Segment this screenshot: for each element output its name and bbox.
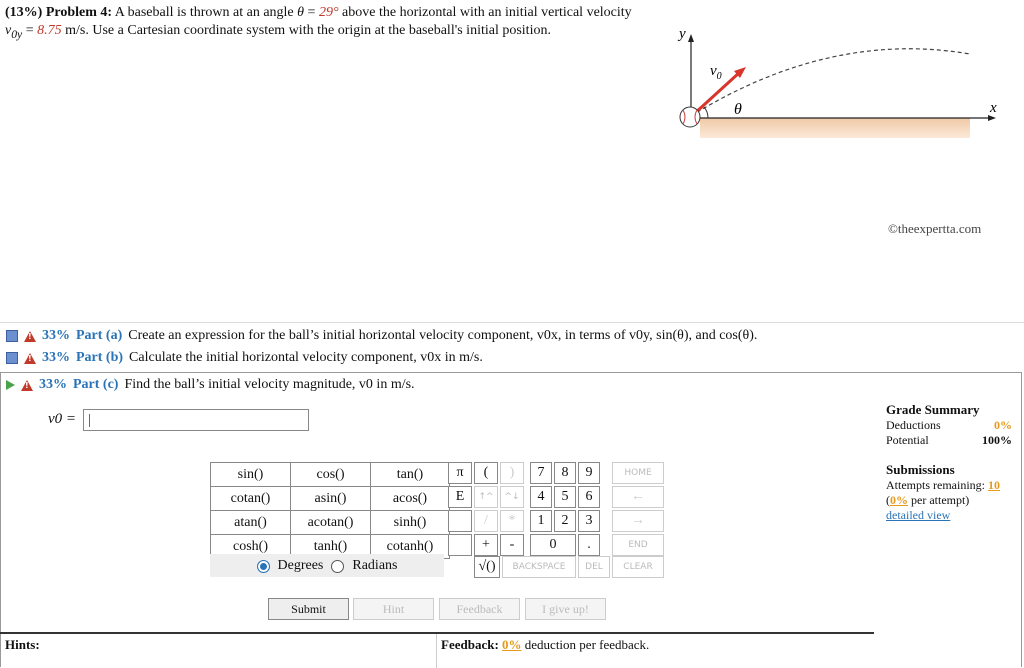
- key-blank[interactable]: [448, 510, 472, 532]
- key-cosh[interactable]: cosh(): [211, 535, 291, 559]
- part-c-pct: 33%: [39, 377, 67, 392]
- problem-text-a: A baseball is thrown at an angle: [114, 5, 298, 20]
- key-star[interactable]: *: [500, 510, 524, 532]
- key-up[interactable]: ↑^: [474, 486, 498, 508]
- key-blank-2[interactable]: [448, 534, 472, 556]
- key-tan[interactable]: tan(): [371, 463, 450, 487]
- problem-text-b: above the horizontal with an initial vertical velocity: [338, 5, 632, 20]
- key-cos[interactable]: cos(): [291, 463, 371, 487]
- part-b[interactable]: [6, 350, 483, 366]
- text-caret: [89, 414, 90, 427]
- feedback-button[interactable]: Feedback: [439, 598, 520, 620]
- key-sqrt[interactable]: √(): [474, 556, 500, 578]
- potential-label: Potential: [886, 433, 929, 447]
- radians-radio[interactable]: [331, 560, 344, 573]
- key-acos[interactable]: acos(): [371, 487, 450, 511]
- key-asin[interactable]: asin(): [291, 487, 371, 511]
- copyright: ©theexpertta.com: [888, 221, 982, 236]
- answer-label: v0 =: [48, 411, 77, 427]
- key-minus[interactable]: -: [500, 534, 524, 556]
- radians-label: Radians: [352, 557, 398, 573]
- attempts-label: Attempts remaining:: [886, 478, 985, 492]
- key-rparen[interactable]: ): [500, 462, 524, 484]
- key-tanh[interactable]: tanh(): [291, 535, 371, 559]
- answer-input[interactable]: [83, 409, 309, 431]
- part-c-text: Find the ball’s initial velocity magnitude, v0 in m/s.: [124, 377, 415, 392]
- detailed-view-link[interactable]: detailed view: [886, 508, 951, 522]
- problem-number: Problem 4:: [45, 5, 113, 20]
- key-plus[interactable]: +: [474, 534, 498, 556]
- grade-title: Grade Summary: [886, 402, 980, 417]
- key-clear[interactable]: CLEAR: [612, 556, 664, 578]
- degrees-label: Degrees: [277, 557, 324, 573]
- hints-heading: Hints:: [5, 637, 40, 652]
- key-0[interactable]: 0: [530, 534, 576, 556]
- part-a-label: Part (a): [76, 328, 123, 343]
- deductions-value: 0%: [994, 418, 1012, 432]
- key-pi[interactable]: π: [448, 462, 472, 484]
- theta-symbol: θ: [297, 5, 305, 20]
- key-down[interactable]: ^↓: [500, 486, 524, 508]
- theta-label: θ: [734, 101, 742, 118]
- key-5[interactable]: 5: [554, 486, 576, 508]
- key-end[interactable]: END: [612, 534, 664, 556]
- angle-value: 29°: [318, 5, 339, 20]
- angle-arc: [704, 107, 708, 118]
- hint-button[interactable]: Hint: [353, 598, 434, 620]
- key-8[interactable]: 8: [554, 462, 576, 484]
- problem-weight: (13%): [5, 5, 43, 20]
- footer-column-divider: [436, 634, 437, 668]
- per-attempt-text: per attempt): [908, 493, 970, 507]
- voy-symbol: v: [5, 23, 12, 38]
- key-sinh[interactable]: sinh(): [371, 511, 450, 535]
- key-sin[interactable]: sin(): [211, 463, 291, 487]
- part-b-label: Part (b): [76, 350, 124, 365]
- footer-divider: [0, 632, 874, 634]
- separator: [0, 322, 1024, 323]
- y-arrow-icon: [688, 34, 694, 42]
- part-a-pct: 33%: [42, 328, 70, 343]
- feedback-text: deduction per feedback.: [521, 637, 650, 652]
- key-3[interactable]: 3: [578, 510, 600, 532]
- key-lparen[interactable]: (: [474, 462, 498, 484]
- key-left-arrow-icon[interactable]: ←: [612, 486, 664, 508]
- deductions-label: Deductions: [886, 418, 941, 432]
- x-label: x: [990, 100, 997, 116]
- key-right-arrow-icon[interactable]: →: [612, 510, 664, 532]
- v0-label-sub: 0: [716, 71, 722, 82]
- v0-label-v: v: [710, 63, 717, 79]
- key-e[interactable]: E: [448, 486, 472, 508]
- voy-subscript: 0y: [11, 27, 23, 41]
- key-del[interactable]: DEL: [578, 556, 610, 578]
- key-9[interactable]: 9: [578, 462, 600, 484]
- expand-icon[interactable]: [6, 330, 18, 342]
- give-up-button[interactable]: I give up!: [525, 598, 606, 620]
- key-cotan[interactable]: cotan(): [211, 487, 291, 511]
- problem-statement: (13%) Problem 4: A baseball is thrown at an angle θ = 29° above the horizontal with an initial vertical velocity $v_{0y} = 8.75$ m/s. Use a Cartesian coordinate system with the origin at the baseball's initial position.: [5, 5, 632, 41]
- key-6[interactable]: 6: [578, 486, 600, 508]
- ground: [700, 118, 970, 138]
- trajectory: [691, 49, 970, 116]
- key-atan[interactable]: atan(): [211, 511, 291, 535]
- key-7[interactable]: 7: [530, 462, 552, 484]
- per-attempt-pct: 0%: [890, 493, 908, 507]
- potential-value: 100%: [982, 433, 1012, 447]
- warning-icon: [24, 331, 36, 342]
- key-backspace[interactable]: BACKSPACE: [502, 556, 576, 578]
- part-b-pct: 33%: [42, 350, 70, 365]
- key-dot[interactable]: .: [578, 534, 600, 556]
- key-cotanh[interactable]: cotanh(): [371, 535, 450, 559]
- v0-label: [710, 63, 722, 82]
- feedback-pct: 0%: [502, 637, 522, 652]
- feedback-label: Feedback:: [441, 637, 499, 652]
- grade-summary: Grade Summary Deductions 0% Potential 100% Submissions Attempts remaining: 10 (0% per attempt) detailed view: [886, 402, 1012, 522]
- warning-icon: [24, 353, 36, 364]
- expand-icon[interactable]: [6, 352, 18, 364]
- part-c-label: Part (c): [73, 377, 119, 392]
- angle-mode: [210, 554, 444, 577]
- key-home[interactable]: HOME: [612, 462, 664, 484]
- submit-button[interactable]: Submit: [268, 598, 349, 620]
- part-a-text: Create an expression for the ball’s initial horizontal velocity component, v0x, in terms of v0y, sin(θ), and cos(θ).: [128, 328, 758, 343]
- problem-text-c: m/s. Use a Cartesian coordinate system with the origin at the baseball's initial position.: [61, 23, 551, 38]
- attempts-value: 10: [987, 478, 1000, 492]
- function-keypad: [210, 462, 450, 559]
- key-2[interactable]: 2: [554, 510, 576, 532]
- key-acotan[interactable]: acotan(): [291, 511, 371, 535]
- velocity-value: 8.75: [37, 23, 62, 38]
- equals: =: [304, 5, 319, 20]
- part-a[interactable]: [6, 328, 757, 344]
- y-label: y: [679, 26, 686, 42]
- key-1[interactable]: 1: [530, 510, 552, 532]
- part-b-text: Calculate the initial horizontal velocity component, v0x in m/s.: [129, 350, 483, 365]
- feedback-info: [441, 637, 649, 653]
- submissions-title: Submissions: [886, 462, 955, 477]
- projectile-figure: [660, 20, 1010, 150]
- key-slash[interactable]: /: [474, 510, 498, 532]
- degrees-radio[interactable]: [257, 560, 270, 573]
- key-4[interactable]: 4: [530, 486, 552, 508]
